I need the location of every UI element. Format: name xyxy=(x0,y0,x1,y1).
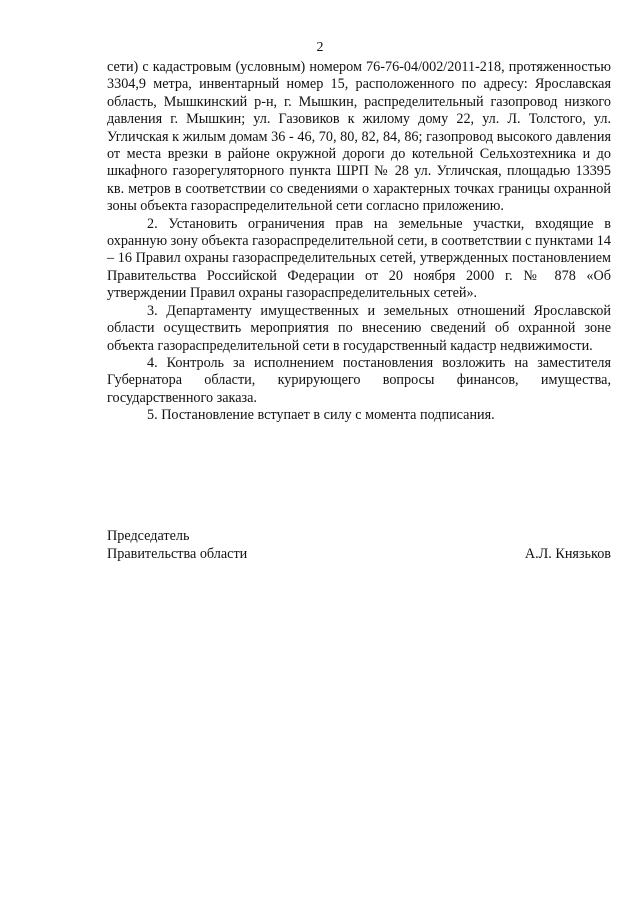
document-body xyxy=(107,59,611,425)
signature-block xyxy=(107,527,611,563)
paragraph-item-4: 4. Контроль за исполнением постановления возложить на заместителя Губернатора области, курирующего вопросы финансов, имущества, государственного заказа. xyxy=(107,354,611,406)
page-number: 2 xyxy=(316,40,324,55)
signatory-title-line1: Председатель xyxy=(107,528,190,544)
signatory-name: А.Л. Князьков xyxy=(524,546,611,562)
paragraph-item-5: 5. Постановление вступает в силу с момента подписания. xyxy=(147,407,495,424)
paragraph-item-3: 3. Департаменту имущественных и земельных отношений Ярославской области осуществить мероприятия по внесению сведений об охранной зоне объекта газораспределительной сети в государственный кадастр недвижимости. xyxy=(107,302,611,354)
signatory-title-line2: Правительства области xyxy=(107,546,248,562)
paragraph-continuation: сети) с кадастровым (условным) номером 76-76-04/002/2011-218, протяженностью 3304,9 метра, инвентарный номер 15, расположенного по адресу: Ярославская область, Мышкинский р-н, г. Мышкин, распределительный газопровод низкого давления г. Мышкин; ул. Газовиков к жилому дому 22, ул. Л. Толстого, ул. Угличская к жилым домам 36 - 46, 70, 80, 82, 84, 86; газопровод высокого давления от места врезки в районе окружной дороги до котельной Сельхозтехника и до шкафного газорегуляторного пункта ШРП № 28 ул. Угличская, площадью 13395 кв. метров в соответствии со сведениями о характерных точках границы охранной зоны объекта газораспределительной сети согласно приложению. xyxy=(107,59,611,215)
paragraph-item-2: 2. Установить ограничения прав на земельные участки, входящие в охранную зону объекта газораспределительной сети, в соответствии с пунктами 14 – 16 Правил охраны газораспределительных сетей, утвержденных постановлением Правительства Российской Федерации от 20 ноября 2000 г. № 878 «Об утверждении Правил охраны газораспределительных сетей». xyxy=(107,215,611,302)
